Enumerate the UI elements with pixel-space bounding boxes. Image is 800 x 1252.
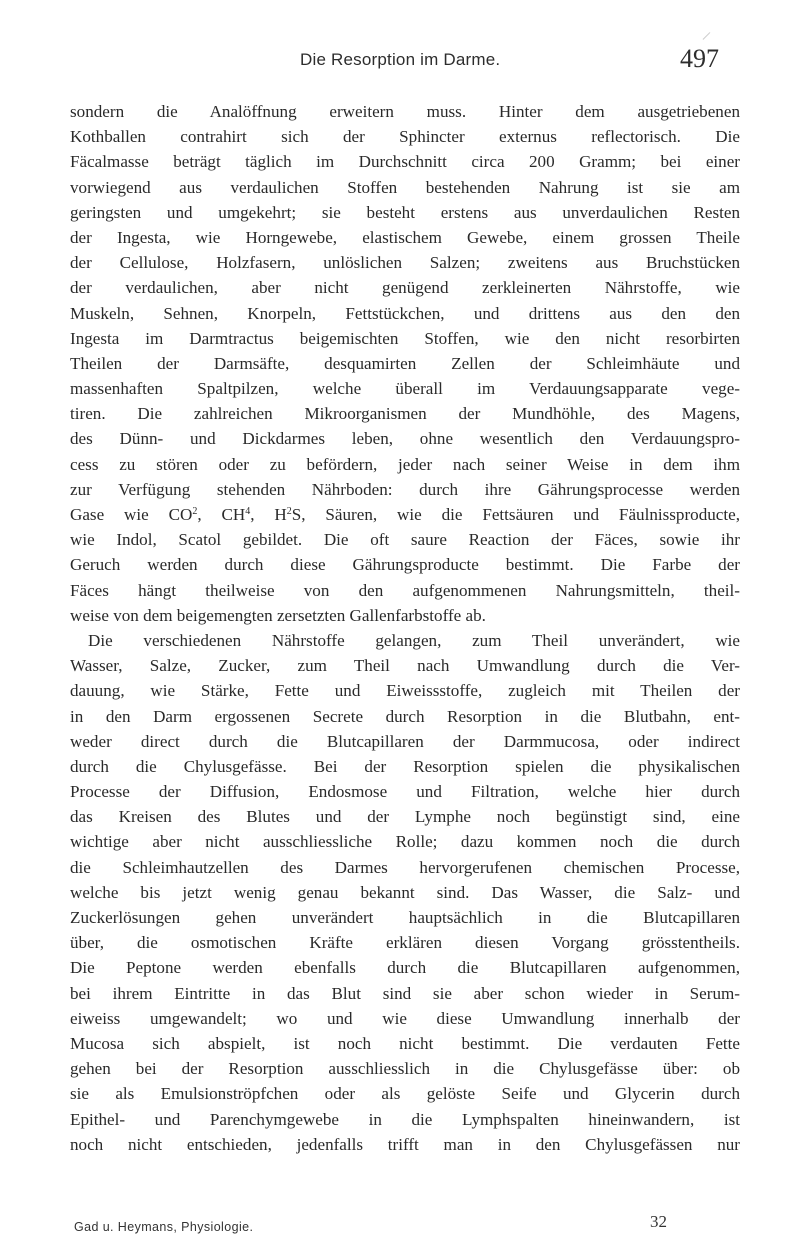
text-segment: , H [250, 505, 287, 524]
text-line: wie Indol, Scatol gebildet. Die oft saure Reaction der Fäces, sowie ihr [70, 530, 740, 550]
text-line: vorwiegend aus verdaulichen Stoffen bestehenden Nahrung ist sie am [70, 177, 740, 197]
running-head [0, 40, 800, 80]
text-line: tiren. Die zahlreichen Mikroorganismen der Mundhöhle, des Magens, [70, 404, 740, 424]
body-text [70, 99, 740, 1157]
text-line: bei ihrem Eintritte in das Blut sind sie aber schon wieder in Serum- [70, 983, 740, 1003]
text-line: cess zu stören oder zu befördern, jeder nach seiner Weise in dem ihm [70, 454, 740, 474]
text-segment: S, Säuren, wie die Fettsäuren und Fäulnissproducte, [291, 505, 741, 524]
text-line: noch nicht entschieden, jedenfalls trifft man in den Chylusgefässen nur [70, 1134, 740, 1154]
text-line [70, 502, 740, 527]
text-line: massenhaften Spaltpilzen, welche überall im Verdauungsapparate vege- [70, 379, 740, 399]
text-line: Wasser, Salze, Zucker, zum Theil nach Umwandlung durch die Ver- [70, 656, 740, 676]
text-line: Fäces hängt theilweise von den aufgenommenen Nahrungsmitteln, theil- [70, 580, 740, 600]
text-line: Ingesta im Darmtractus beigemischten Stoffen, wie den nicht resorbirten [70, 328, 740, 348]
text-line: Mucosa sich abspielt, ist noch nicht bestimmt. Die verdauten Fette [70, 1033, 740, 1053]
text-line: des Dünn- und Dickdarmes leben, ohne wesentlich den Verdauungspro- [70, 429, 740, 449]
text-line: Geruch werden durch diese Gährungsproducte bestimmt. Die Farbe der [70, 555, 740, 575]
text-line: Theilen der Darmsäfte, desquamirten Zellen der Schleimhäute und [70, 353, 740, 373]
text-line: Fäcalmasse beträgt täglich im Durchschnitt circa 200 Gramm; bei einer [70, 152, 740, 172]
text-line: das Kreisen des Blutes und der Lymphe noch begünstigt sind, eine [70, 807, 740, 827]
page-number: 497 [680, 44, 719, 73]
text-line: zur Verfügung stehenden Nährboden: durch ihre Gährungsprocesse werden [70, 479, 740, 499]
page-footer [74, 1212, 744, 1240]
text-line: sondern die Analöffnung erweitern muss. Hinter dem ausgetriebenen [70, 102, 740, 121]
footer-imprint: Gad u. Heymans, Physiologie. [74, 1220, 254, 1234]
text-line: sie als Emulsionströpfchen oder als gelöste Seife und Glycerin durch [70, 1084, 740, 1104]
text-segment: , CH [197, 505, 246, 524]
text-line: geringsten und umgekehrt; sie besteht erstens aus unverdaulichen Resten [70, 202, 740, 222]
text-line: gehen bei der Resorption ausschliesslich in die Chylusgefässe über: ob [70, 1059, 740, 1079]
text-line: über, die osmotischen Kräfte erklären diesen Vorgang grösstentheils. [70, 933, 740, 953]
signature-mark: 32 [650, 1212, 667, 1231]
text-line: welche bis jetzt wenig genau bekannt sind. Das Wasser, die Salz- und [70, 882, 740, 902]
text-line: Processe der Diffusion, Endosmose und Filtration, welche hier durch [70, 782, 740, 802]
text-line: der Ingesta, wie Horngewebe, elastischem Gewebe, einem grossen Theile [70, 227, 740, 247]
text-line: Muskeln, Sehnen, Knorpeln, Fettstückchen, und drittens aus den den [70, 303, 740, 323]
text-line: dauung, wie Stärke, Fette und Eiweissstoffe, zugleich mit Theilen der [70, 681, 740, 701]
text-line: eiweiss umgewandelt; wo und wie diese Umwandlung innerhalb der [70, 1008, 740, 1028]
superscript: 4 [245, 506, 251, 517]
text-line: Zuckerlösungen gehen unverändert hauptsächlich in die Blutcapillaren [70, 908, 740, 927]
running-title: Die Resorption im Darme. [300, 50, 501, 69]
superscript: 2 [286, 506, 292, 517]
text-line: Die Peptone werden ebenfalls durch die Blutcapillaren aufgenommen, [70, 958, 740, 978]
text-segment: Gase wie CO [70, 505, 193, 524]
text-line: weder direct durch die Blutcapillaren der Darmmucosa, oder indirect [70, 731, 740, 751]
text-line: Kothballen contrahirt sich der Sphincter externus reflectorisch. Die [70, 127, 740, 147]
text-line: in den Darm ergossenen Secrete durch Resorption in die Blutbahn, ent- [70, 706, 740, 726]
text-line: der verdaulichen, aber nicht genügend zerkleinerten Nährstoffe, wie [70, 278, 740, 298]
text-line: Epithel- und Parenchymgewebe in die Lymphspalten hineinwandern, ist [70, 1109, 740, 1129]
text-line: weise von dem beigemengten zersetzten Gallenfarbstoffe ab. [70, 605, 486, 625]
superscript: 2 [192, 506, 198, 517]
text-line: wichtige aber nicht ausschliessliche Rolle; dazu kommen noch die durch [70, 832, 740, 852]
text-line: Die verschiedenen Nährstoffe gelangen, zum Theil unverändert, wie [88, 630, 740, 650]
text-line: durch die Chylusgefässe. Bei der Resorption spielen die physikalischen [70, 756, 740, 776]
text-line: die Schleimhautzellen des Darmes hervorgerufenen chemischen Processe, [70, 857, 740, 877]
text-line: der Cellulose, Holzfasern, unlöslichen Salzen; zweitens aus Bruchstücken [70, 253, 740, 273]
